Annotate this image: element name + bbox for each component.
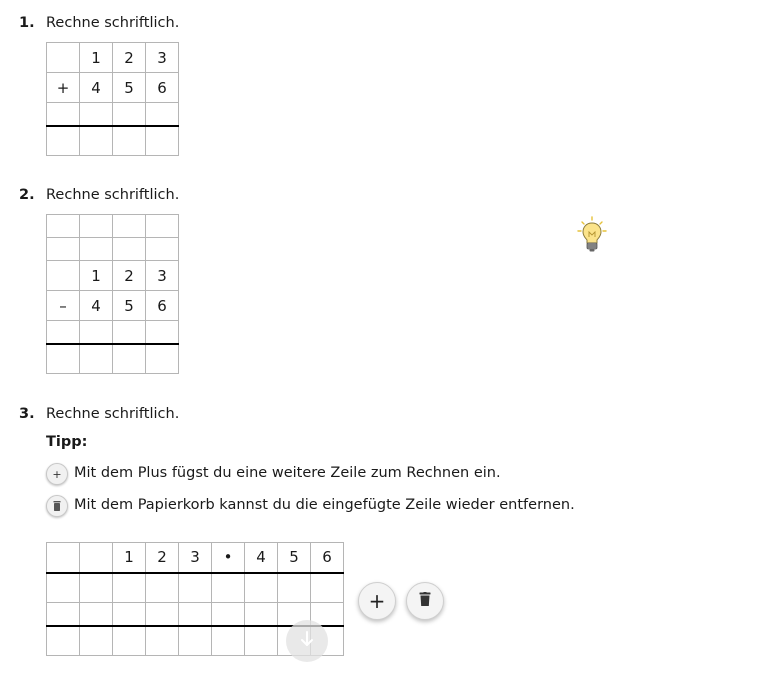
grid-cell[interactable]: 5 [113, 73, 146, 103]
task-instruction: Rechne schriftlich. [46, 187, 180, 203]
grid-cell[interactable] [278, 573, 311, 603]
grid-cell[interactable]: 5 [278, 543, 311, 573]
grid-cell[interactable]: 2 [146, 543, 179, 573]
grid-cell[interactable] [80, 573, 113, 603]
result-cell[interactable] [80, 344, 113, 374]
result-cell[interactable] [80, 626, 113, 656]
grid-cell[interactable] [113, 103, 146, 126]
grid-cell[interactable] [47, 261, 80, 291]
result-cell[interactable] [113, 126, 146, 156]
grid-cell[interactable]: 3 [146, 261, 179, 291]
lightbulb-icon[interactable] [576, 215, 608, 255]
result-cell[interactable] [146, 626, 179, 656]
tip-title: Tipp: [46, 434, 88, 450]
grid-cell[interactable]: 2 [113, 43, 146, 73]
grid-cell[interactable] [47, 573, 80, 603]
grid-cell[interactable] [80, 321, 113, 344]
grid-cell[interactable] [47, 103, 80, 126]
result-cell[interactable] [212, 626, 245, 656]
calc-grid-1 [46, 42, 179, 156]
grid-cell[interactable]: 4 [245, 543, 278, 573]
grid-cell[interactable]: 4 [80, 73, 113, 103]
grid-cell[interactable] [146, 321, 179, 344]
grid-cell[interactable] [47, 321, 80, 344]
grid-cell[interactable]: 5 [113, 291, 146, 321]
grid-cell[interactable] [80, 103, 113, 126]
grid-cell[interactable] [179, 603, 212, 626]
grid-cell[interactable]: 4 [80, 291, 113, 321]
grid-cell[interactable] [212, 603, 245, 626]
grid-cell[interactable]: 3 [146, 43, 179, 73]
grid-cell[interactable] [113, 603, 146, 626]
result-cell[interactable] [47, 126, 80, 156]
grid-cell[interactable] [146, 238, 179, 261]
task-instruction: Rechne schriftlich. [46, 15, 180, 31]
result-cell[interactable] [179, 626, 212, 656]
grid-cell[interactable]: + [47, 73, 80, 103]
grid-cell[interactable] [212, 573, 245, 603]
grid-cell[interactable]: 6 [311, 543, 344, 573]
arrow-down-icon [300, 631, 314, 651]
grid-cell[interactable]: – [47, 291, 80, 321]
grid-cell[interactable] [113, 573, 146, 603]
grid-cell[interactable] [80, 603, 113, 626]
grid-cell[interactable]: 6 [146, 291, 179, 321]
grid-cell[interactable] [80, 238, 113, 261]
result-cell[interactable] [80, 126, 113, 156]
result-cell[interactable] [47, 344, 80, 374]
task-number: 3. [19, 406, 35, 422]
result-cell[interactable] [146, 344, 179, 374]
grid-cell[interactable]: 6 [146, 73, 179, 103]
grid-cell[interactable] [113, 321, 146, 344]
grid-cell[interactable] [245, 573, 278, 603]
tip-text: Mit dem Plus fügst du eine weitere Zeile zum Rechnen ein. [74, 465, 501, 481]
trash-icon [46, 495, 68, 517]
grid-cell[interactable] [179, 573, 212, 603]
grid-cell[interactable] [80, 543, 113, 573]
result-cell[interactable] [113, 344, 146, 374]
grid-cell[interactable] [146, 215, 179, 238]
grid-cell[interactable] [47, 603, 80, 626]
task-number: 1. [19, 15, 35, 31]
result-cell[interactable] [47, 626, 80, 656]
result-cell[interactable] [146, 126, 179, 156]
grid-cell[interactable] [47, 238, 80, 261]
calc-grid-2 [46, 214, 179, 374]
grid-cell[interactable]: 1 [80, 43, 113, 73]
grid-cell[interactable] [146, 573, 179, 603]
grid-cell[interactable] [47, 215, 80, 238]
plus-icon: + [46, 463, 68, 485]
grid-cell[interactable] [311, 573, 344, 603]
grid-cell[interactable] [113, 238, 146, 261]
grid-cell[interactable] [245, 603, 278, 626]
grid-cell[interactable] [47, 43, 80, 73]
grid-cell[interactable] [113, 215, 146, 238]
grid-cell[interactable]: 1 [113, 543, 146, 573]
result-cell[interactable] [113, 626, 146, 656]
grid-cell[interactable]: 2 [113, 261, 146, 291]
task-number: 2. [19, 187, 35, 203]
grid-cell[interactable]: • [212, 543, 245, 573]
plus-icon: + [368, 589, 386, 613]
trash-icon [419, 592, 431, 611]
grid-cell[interactable]: 1 [80, 261, 113, 291]
scroll-down-button[interactable] [286, 620, 328, 662]
tip-text: Mit dem Papierkorb kannst du die eingefügte Zeile wieder entfernen. [74, 497, 575, 513]
grid-cell[interactable] [47, 543, 80, 573]
grid-cell[interactable] [146, 603, 179, 626]
grid-cell[interactable]: 3 [179, 543, 212, 573]
delete-row-button[interactable] [406, 582, 444, 620]
add-row-button[interactable] [358, 582, 396, 620]
task-instruction: Rechne schriftlich. [46, 406, 180, 422]
grid-cell[interactable] [80, 215, 113, 238]
result-cell[interactable] [245, 626, 278, 656]
grid-cell[interactable] [146, 103, 179, 126]
